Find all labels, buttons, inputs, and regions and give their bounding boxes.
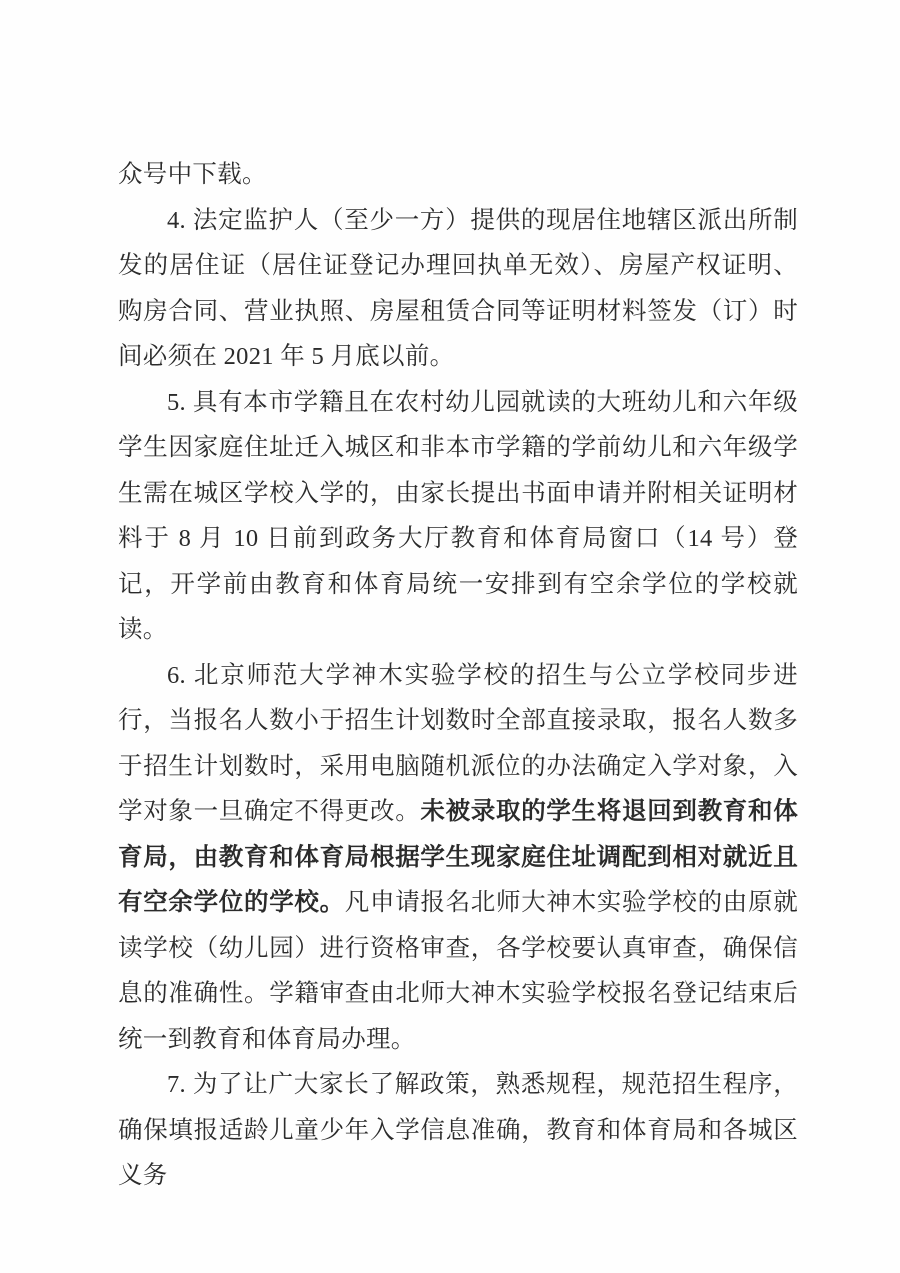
text-segment: 4. 法定监护人（至少一方）提供的现居住地辖区派出所制发的居住证（居住证登记办理回执单无效）、房屋产权证明、购房合同、营业执照、房屋租赁合同等证明材料签发（订）时间必须在 2021 年 5 月底以前。 [118, 206, 798, 370]
paragraph [118, 1062, 798, 1199]
bold-text-segment: 未被录取的学生将退回到教育和体育局，由教育和体育局根据学生现家庭住址调配到相对就近且有空余学位的学校。 [118, 798, 798, 916]
text-segment: 凡申请报名北师大神木实验学校的由原就读学校（幼儿园）进行资格审查，各学校要认真审查，确保信息的准确性。学籍审查由北师大神木实验学校报名登记结束后统一到教育和体育局办理。 [118, 889, 798, 1053]
document-body [118, 152, 798, 1199]
text-segment: 6. 北京师范大学神木实验学校的招生与公立学校同步进行，当报名人数小于招生计划数时全部直接录取，报名人数多于招生计划数时，采用电脑随机派位的办法确定入学对象，入学对象一旦确定不得更改。 [118, 661, 798, 825]
paragraph [118, 198, 798, 380]
text-segment: 7. 为了让广大家长了解政策，熟悉规程，规范招生程序，确保填报适龄儿童少年入学信息准确，教育和体育局和各城区义务 [118, 1071, 798, 1189]
text-segment: 5. 具有本市学籍且在农村幼儿园就读的大班幼儿和六年级学生因家庭住址迁入城区和非本市学籍的学前幼儿和六年级学生需在城区学校入学的，由家长提出书面申请并附相关证明材料于 8 月 10 日前到政务大厅教育和体育局窗口（14 号）登记，开学前由教育和体育局统一安排到有空余学位的学校就读。 [118, 388, 798, 643]
text-segment: 众号中下载。 [118, 161, 267, 188]
paragraph [118, 653, 798, 1063]
paragraph [118, 380, 798, 653]
paragraph [118, 152, 798, 198]
